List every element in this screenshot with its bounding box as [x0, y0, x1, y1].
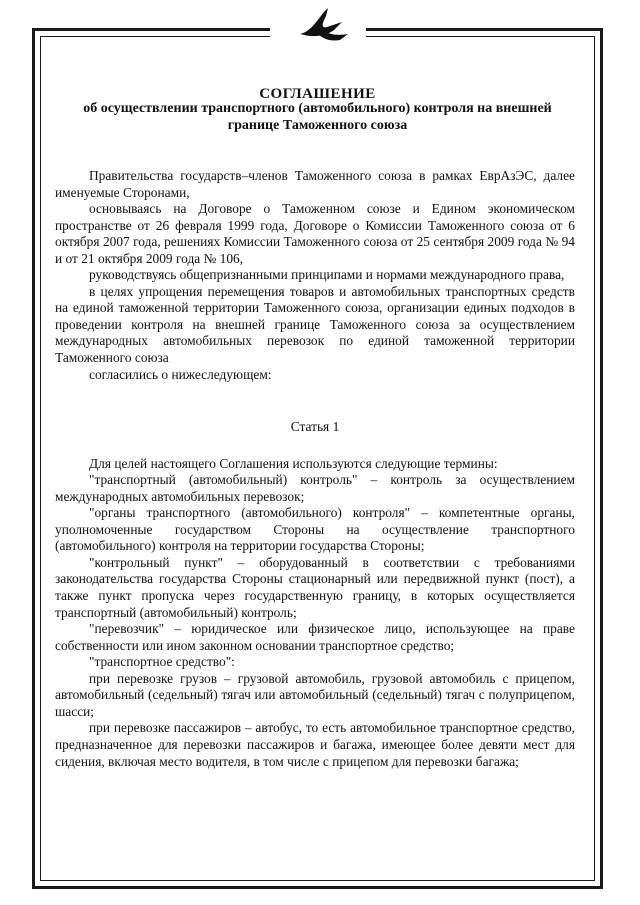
document-subtitle-line2: границе Таможенного союза [227, 118, 408, 133]
preamble-paragraph-4: в целях упрощения перемещения товаров и автомобильных транспортных средств на единой таможенной территории Таможенного союза, организации единых подходов в проведении контроля на внешней границе Таможенного союза за осуществлением международных автомобильных перевозок по единой таможенной территории Таможенного союза [55, 283, 575, 366]
emblem-icon [270, 4, 366, 48]
preamble-paragraph-5: согласились о нижеследующем: [89, 366, 272, 382]
preamble-paragraph-1: Правительства государств–членов Таможенного союза в рамках ЕврАзЭС, далее именуемые Сторонами, [55, 168, 575, 200]
preamble-paragraph-2: основываясь на Договоре о Таможенном союзе и Едином экономическом пространстве от 26 февраля 1999 года, Договоре о Комиссии Таможенного союза от 6 октября 2007 года, решениях Комиссии Таможенного союза от 25 сентября 2009 года № 94 и от 21 октября 2009 года № 106, [55, 201, 575, 266]
article-paragraph-6: "транспортное средство": [89, 654, 235, 670]
article-paragraph-8: при перевозке пассажиров – автобус, то есть автомобильное транспортное средство, предназначенное для перевозки пассажиров и багажа, имеющее более девяти мест для сидения, включая место водителя, в том числе с прицепом для перевозки багажа; [55, 720, 575, 769]
article-heading: Статья 1 [290, 419, 340, 435]
article-paragraph-5: "перевозчик" – юридическое или физическое лицо, использующее на праве собственности или ином законном основании транспортное средство; [55, 621, 575, 653]
document-body [55, 168, 575, 770]
document-subtitle-line1: об осуществлении транспортного (автомобильного) контроля на внешней [83, 101, 552, 116]
article-paragraph-1: Для целей настоящего Соглашения используются следующие термины: [89, 455, 498, 471]
article-paragraph-3: "органы транспортного (автомобильного) контроля" – компетентные органы, уполномоченные государством Стороны на осуществление транспортного (автомобильного) контроля на территории государства Стороны; [55, 505, 575, 554]
article-paragraph-2: "транспортный (автомобильный) контроль" – контроль за осуществлением международных автомобильных перевозок; [55, 472, 575, 504]
document-title: СОГЛАШЕНИЕ [259, 86, 376, 102]
preamble-paragraph-3: руководствуясь общепризнанными принципами и нормами международного права, [89, 267, 565, 283]
article-paragraph-4: "контрольный пункт" – оборудованный в соответствии с требованиями законодательства государства Стороны стационарный или передвижной пункт (пост), а также пункт пропуска через государственную границу, в которых осуществляется транспортный (автомобильный) контроль; [55, 554, 575, 620]
article-paragraph-7: при перевозке грузов – грузовой автомобиль, грузовой автомобиль с прицепом, автомобильный (седельный) тягач или автомобильный (седельный) тягач с полуприцепом, шасси; [55, 670, 575, 719]
